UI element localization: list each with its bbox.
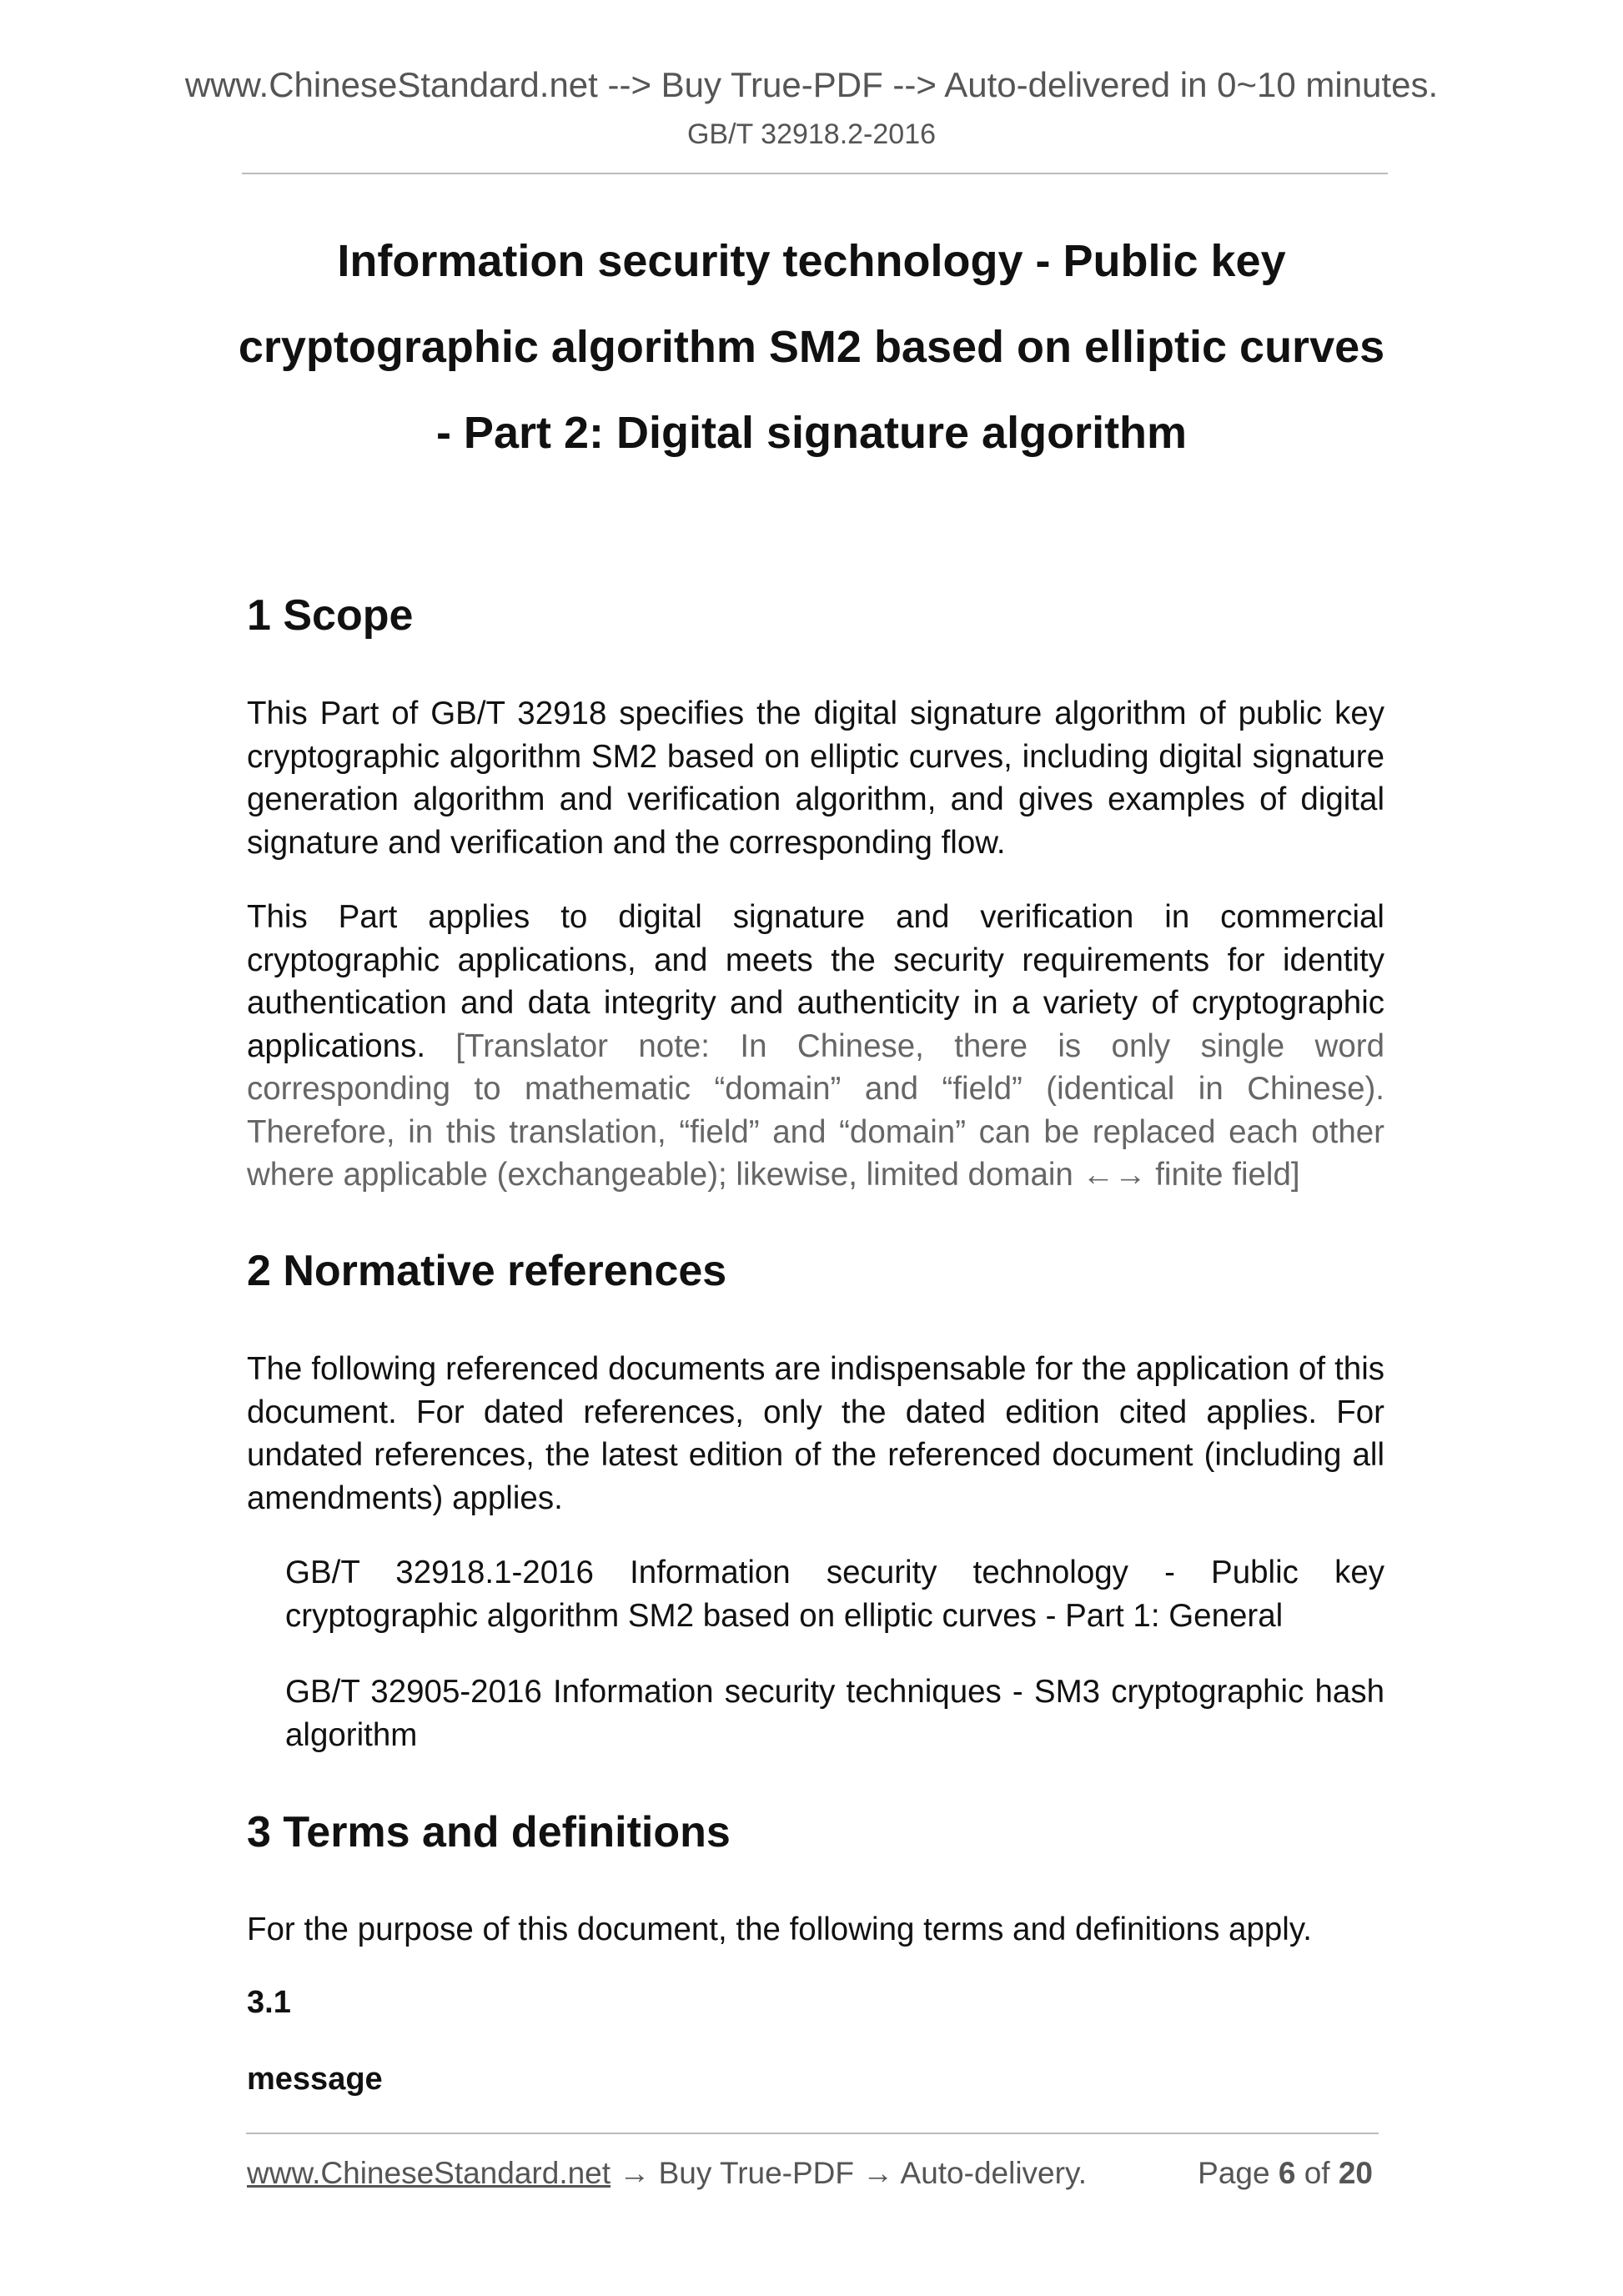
header-divider xyxy=(242,173,1388,174)
footer-text: → Buy True-PDF → Auto-delivery. xyxy=(611,2156,1087,2190)
scope-paragraph-1: This Part of GB/T 32918 specifies the digital signature algorithm of public key cryptographic algorithm SM2 based on elliptic curves, including digital signature generation algorithm and verification algorithm, and gives examples of digital signature and verification and the corresponding flow. xyxy=(247,696,1384,861)
title-line-3: - Part 2: Digital signature algorithm xyxy=(435,408,1188,458)
page-label: Page xyxy=(1198,2156,1270,2190)
translator-note: [Translator note: In Chinese, there is only single word corresponding to mathematic “domain” and “field” (identical in Chinese). Therefore, in this translation, “field” and “domain” can be replaced each other where applicable (exchangeable); likewise, limited domain ←→ finite field] xyxy=(247,1027,1384,1193)
section-2-heading: 2 Normative references xyxy=(247,1247,727,1295)
title-line-2: cryptographic algorithm SM2 based on elliptic curves xyxy=(238,322,1385,372)
document-title xyxy=(209,219,1414,476)
page-total: 20 xyxy=(1338,2156,1373,2190)
of-label: of xyxy=(1304,2156,1330,2190)
reference-item-2: GB/T 32905-2016 Information security techniques - SM3 cryptographic hash algorithm xyxy=(285,1674,1384,1753)
scope-paragraph-2 xyxy=(247,896,1384,1197)
title-line-1: Information security technology - Public key xyxy=(337,236,1286,286)
footer-divider xyxy=(246,2133,1379,2134)
footer-site-link[interactable]: www.ChineseStandard.net xyxy=(247,2156,611,2190)
section-1-heading: 1 Scope xyxy=(247,591,414,640)
terms-paragraph: For the purpose of this document, the following terms and definitions apply. xyxy=(247,1912,1312,1947)
scope-paragraph-2-text: This Part applies to digital signature and verification in commercial cryptographic applications, and meets the security requirements for identity authentication and data integrity and authenticity in a variety of cryptographic applications. xyxy=(247,899,1384,1064)
normative-references-paragraph: The following referenced documents are indispensable for the application of this document. For dated references, only the dated edition cited applies. For undated references, the latest edition of the referenced document (including all amendments) applies. xyxy=(247,1351,1384,1516)
page-footer xyxy=(247,2156,1379,2191)
header-banner: www.ChineseStandard.net --> Buy True-PDF --> Auto-delivered in 0~10 minutes. xyxy=(184,65,1439,104)
page-number: 6 xyxy=(1278,2156,1296,2190)
term-name: message xyxy=(247,2062,383,2097)
term-number: 3.1 xyxy=(247,1985,291,2020)
section-3-heading: 3 Terms and definitions xyxy=(247,1808,731,1856)
header-standard-number: GB/T 32918.2-2016 xyxy=(686,118,937,150)
page-indicator xyxy=(1198,2156,1373,2191)
reference-item-1: GB/T 32918.1-2016 Information security technology - Public key cryptographic algorithm SM2 based on elliptic curves - Part 1: General xyxy=(285,1555,1384,1634)
